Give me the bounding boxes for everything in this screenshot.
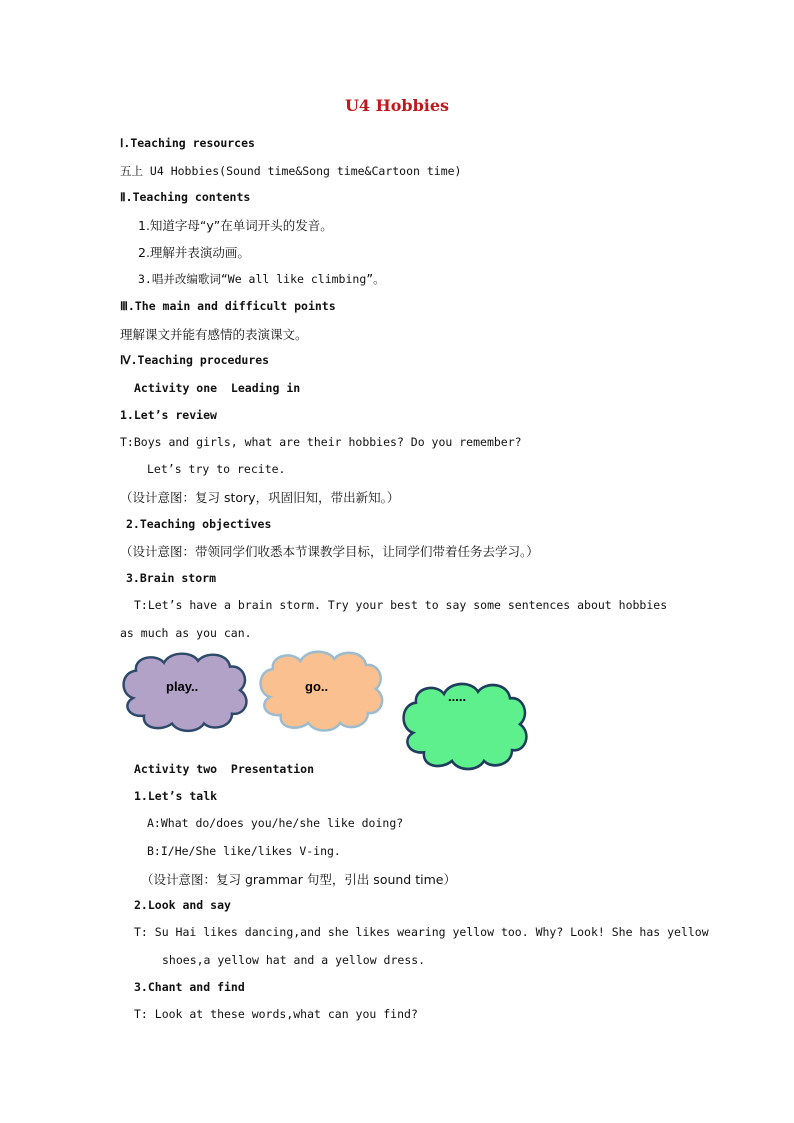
brainstorm-text-2: as much as you can. — [120, 626, 252, 640]
section-heading-resources: Ⅰ.Teaching resources — [120, 136, 255, 150]
section-heading-contents: Ⅱ.Teaching contents — [120, 190, 251, 204]
review-text-2: Let’s try to recite. — [147, 462, 286, 476]
design-note-3: （设计意图：复习 grammar 句型，引出 sound time） — [141, 872, 456, 887]
step-heading-talk: 1.Let’s talk — [134, 789, 218, 803]
cloud-play-label: play.. — [166, 679, 199, 694]
design-note-1: （设计意图：复习 story，巩固旧知，带出新知。） — [120, 490, 400, 505]
talk-text-b: B:I/He/She like/likes V-ing. — [147, 844, 341, 858]
page-title: U4 Hobbies — [344, 96, 450, 115]
step-heading-look: 2.Look and say — [134, 898, 231, 912]
cloud-go — [261, 652, 383, 731]
brainstorm-text-1: T:Let’s have a brain storm. Try your best to say some sentences about hobbies — [134, 598, 668, 612]
cloud-play — [124, 654, 247, 731]
section-heading-points: Ⅲ.The main and difficult points — [120, 299, 336, 313]
cloud-more — [404, 684, 527, 769]
content-item-2: 2.理解并表演动画。 — [138, 245, 250, 260]
step-heading-brainstorm: 3.Brain storm — [126, 571, 217, 585]
step-heading-review: 1.Let’s review — [120, 408, 217, 422]
look-text-1: T: Su Hai likes dancing,and she likes wearing yellow too. Why? Look! She has yellow — [134, 925, 709, 939]
review-text-1: T:Boys and girls, what are their hobbies? Do you remember? — [120, 435, 522, 449]
chant-text: T: Look at these words,what can you find? — [134, 1007, 418, 1021]
design-note-2: （设计意图：带领同学们收悉本节课教学目标，让同学们带着任务去学习。） — [120, 544, 539, 559]
points-text: 理解课文并能有感情的表演课文。 — [120, 327, 308, 342]
activity-one-heading: Activity one Leading in — [134, 381, 301, 395]
talk-text-a: A:What do/does you/he/she like doing? — [147, 816, 404, 830]
step-heading-objectives: 2.Teaching objectives — [126, 517, 272, 531]
content-item-3: 3.唱并改编歌词“We all like climbing”。 — [138, 272, 385, 286]
section-heading-procedures: Ⅳ.Teaching procedures — [120, 353, 270, 367]
cloud-go-label: go.. — [305, 679, 329, 694]
activity-two-heading: Activity two Presentation — [134, 762, 315, 776]
resources-text: 五上 U4 Hobbies(Sound time&Song time&Cartoon time) — [120, 164, 462, 178]
content-item-1: 1.知道字母“y”在单词开头的发音。 — [138, 218, 333, 233]
look-text-2: shoes,a yellow hat and a yellow dress. — [162, 953, 426, 967]
cloud-more-label: ..... — [448, 689, 467, 704]
step-heading-chant: 3.Chant and find — [134, 980, 245, 994]
